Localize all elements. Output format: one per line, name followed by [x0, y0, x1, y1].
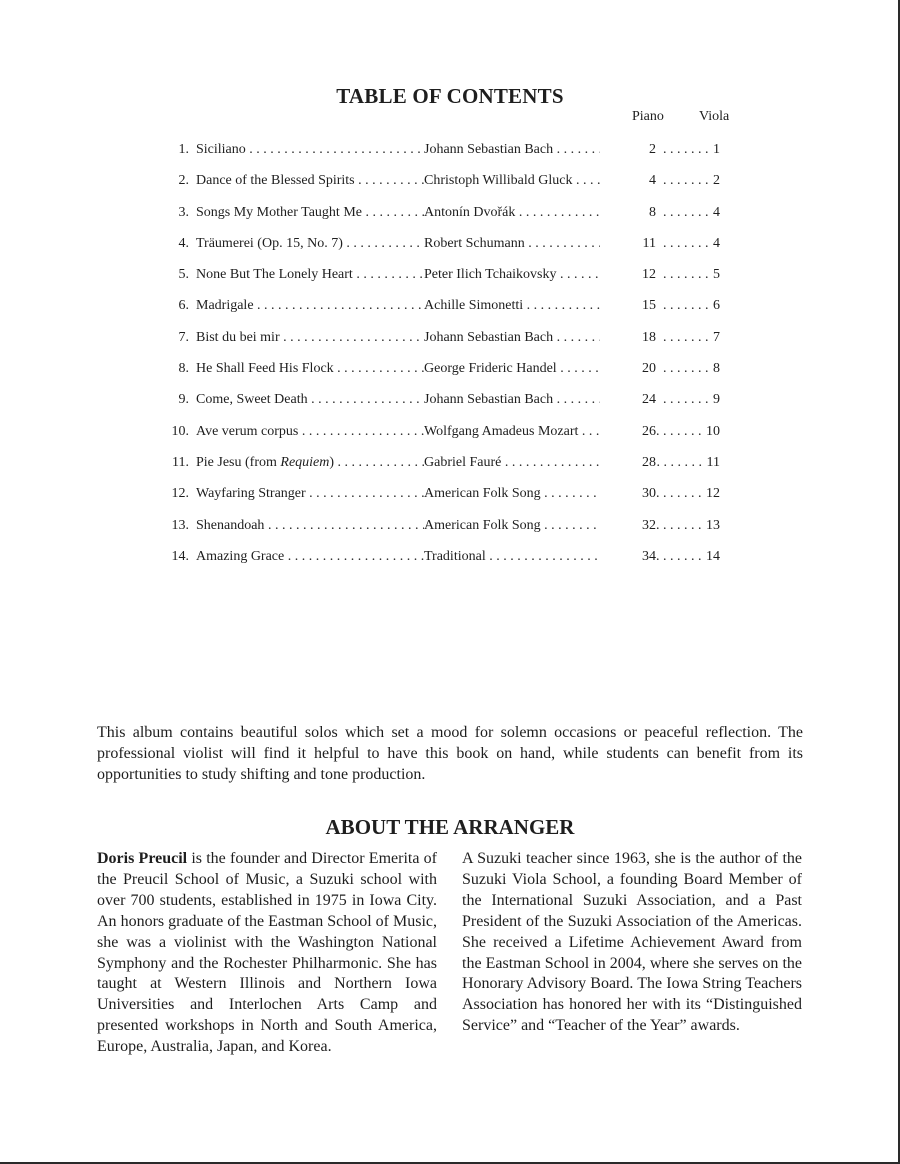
toc-entry-composer-text: American Folk Song: [424, 517, 541, 533]
viola-dot-leader: . . . . . . .: [656, 486, 705, 502]
toc-entry-title-text: Wayfaring Stranger: [196, 486, 306, 502]
toc-entry: [0, 514, 900, 545]
viola-dot-leader: . . . . . . .: [656, 517, 705, 533]
piano-page-number: 15: [642, 298, 656, 314]
toc-entry-viola-page: [656, 201, 720, 225]
toc-heading: TABLE OF CONTENTS: [336, 84, 564, 108]
bio-column-left: [97, 849, 437, 1058]
toc-entry: [0, 420, 900, 451]
toc-entry: [0, 169, 900, 200]
toc-entry-title: [196, 388, 424, 412]
toc-entry-composer-text: George Frideric Handel: [424, 361, 557, 377]
toc-entry-title-text: Amazing Grace: [196, 548, 285, 564]
toc-entry: [0, 138, 900, 169]
toc-entry-number: 7.: [178, 329, 189, 345]
toc-entry-title: [196, 420, 424, 444]
toc-entry-title-text: Pie Jesu (from: [196, 454, 281, 470]
toc-entry-number: 5.: [178, 267, 189, 283]
toc-entry-title: [196, 294, 424, 318]
toc-entry: [0, 263, 900, 294]
toc-entry-number: 9.: [178, 392, 189, 408]
piano-page-number: 26: [642, 423, 656, 439]
piano-page-number: 34: [642, 548, 656, 564]
toc-entry-composer-text: Traditional: [424, 548, 486, 564]
toc-entry-title: [196, 169, 424, 193]
toc-entry: [0, 451, 900, 482]
toc-entry-piano-page: [600, 545, 656, 569]
toc-entry-title: [196, 326, 424, 350]
toc-entry-title-text: Siciliano: [196, 142, 246, 157]
toc-entry-title-italic: Requiem: [280, 454, 330, 470]
toc-entry-viola-page: [656, 545, 720, 569]
viola-dot-leader: . . . . . . .: [663, 361, 712, 377]
toc-entry-viola-page: [656, 388, 720, 412]
toc-entry: [0, 482, 900, 513]
toc-entry-composer-text: Johann Sebastian Bach: [424, 392, 554, 408]
piano-page-number: 32: [642, 517, 656, 533]
toc-entry-piano-page: [600, 294, 656, 318]
toc-entry-piano-page: [600, 169, 656, 193]
toc-entry-title-text: Bist du bei mir: [196, 329, 280, 345]
arranger-name: Doris Preucil: [97, 850, 188, 867]
viola-page-number: 2: [713, 173, 720, 189]
toc-entry-viola-page: [656, 514, 720, 538]
toc-entry-viola-page: [656, 232, 720, 256]
toc-entry: [0, 232, 900, 263]
viola-page-number: 8: [713, 361, 720, 377]
viola-dot-leader: . . . . . . .: [663, 204, 712, 220]
viola-page-number: 11: [706, 454, 720, 470]
toc-entry-title-text: Dance of the Blessed Spirits: [196, 173, 355, 189]
toc-entry-piano-page: [600, 482, 656, 506]
toc-entry-viola-page: [656, 263, 720, 287]
toc-entry-composer-text: Antonín Dvořák: [424, 204, 516, 220]
toc-entry-number: 3.: [178, 204, 189, 220]
toc-entry-composer-text: Achille Simonetti: [424, 298, 524, 314]
toc-entry-number: 11.: [172, 454, 189, 470]
viola-page-number: 14: [706, 548, 720, 564]
toc-entry-viola-page: [656, 138, 720, 162]
toc-entry-composer-text: Gabriel Fauré: [424, 454, 502, 470]
toc-entry-viola-page: [656, 451, 720, 475]
about-heading: ABOUT THE ARRANGER: [325, 815, 575, 839]
toc-entry: [0, 388, 900, 419]
bio-column-right: A Suzuki teacher since 1963, she is the author of the Suzuki Viola School, a founding Board Member of the International Suzuki Association, and a Past President of the Suzuki Association of the Americas. She received a Lifetime Achievement Award from the Eastman School in 2004, where she serves on the Honorary Advisory Board. The Iowa String Teachers Association has honored her with its “Distinguished Service” and “Teacher of the Year” awards.: [462, 850, 802, 1035]
toc-entry-title-text: Träumerei (Op. 15, No. 7): [196, 235, 343, 251]
toc-entry: [0, 326, 900, 357]
toc-entry-piano-page: [600, 263, 656, 287]
viola-page-number: 7: [713, 329, 720, 345]
piano-page-number: 2: [649, 142, 656, 157]
viola-dot-leader: . . . . . . .: [656, 454, 706, 470]
toc-entry-composer-text: American Folk Song: [424, 486, 541, 502]
toc-entry-title-text: Come, Sweet Death: [196, 392, 308, 408]
viola-dot-leader: . . . . . . .: [663, 142, 712, 157]
toc-entry-title: [196, 232, 424, 256]
toc-entry-title-text: He Shall Feed His Flock: [196, 361, 334, 377]
toc-entry: [0, 294, 900, 325]
toc-entry-title: [196, 138, 424, 162]
toc-entry-viola-page: [656, 326, 720, 350]
viola-page-number: 12: [706, 486, 720, 502]
toc-entry-number: 13.: [171, 517, 189, 533]
toc-entry-viola-page: [656, 357, 720, 381]
toc-entry-title: [196, 482, 424, 506]
toc-entry-viola-page: [656, 294, 720, 318]
viola-page-number: 13: [706, 517, 720, 533]
toc-entry-piano-page: [600, 201, 656, 225]
toc-entry: [0, 201, 900, 232]
toc-entry-number: 14.: [171, 548, 189, 564]
piano-page-number: 18: [642, 329, 656, 345]
toc-entry-piano-page: [600, 326, 656, 350]
toc-entry: [0, 545, 900, 576]
viola-dot-leader: . . . . . . .: [663, 267, 712, 283]
toc-entry-title: [196, 514, 424, 538]
piano-column-header: Piano: [632, 109, 664, 124]
toc-entry-number: 2.: [178, 173, 189, 189]
piano-page-number: 30: [642, 486, 656, 502]
viola-page-number: 5: [713, 267, 720, 283]
toc-entry-piano-page: [600, 388, 656, 412]
toc-entry-number: 6.: [178, 298, 189, 314]
toc-entry-composer-text: Johann Sebastian Bach: [424, 142, 554, 157]
piano-page-number: 28: [642, 454, 656, 470]
viola-dot-leader: . . . . . . .: [663, 235, 712, 251]
piano-page-number: 20: [642, 361, 656, 377]
toc-entry: [0, 357, 900, 388]
viola-dot-leader: . . . . . . .: [656, 548, 705, 564]
viola-dot-leader: . . . . . . .: [656, 423, 705, 439]
viola-dot-leader: . . . . . . .: [663, 329, 712, 345]
toc-entry-title-text: Ave verum corpus: [196, 423, 299, 439]
piano-page-number: 4: [649, 173, 656, 189]
bio-text-left: is the founder and Director Emerita of the Preucil School of Music, a Suzuki school with over 700 students, established in 1975 in Iowa City. An honors graduate of the Eastman School of Music, she was a violinist with the Washington National Symphony and the Rochester Philharmonic. She has taught at Western Illinois and Northern Iowa Universities and Interlochen Arts Camp and presented workshops in North and South America, Europe, Australia, Japan, and Korea.: [97, 850, 437, 1056]
viola-dot-leader: . . . . . . .: [663, 392, 712, 408]
toc-entry-title: [196, 201, 424, 225]
toc-entry-composer-text: Christoph Willibald Gluck: [424, 173, 573, 189]
toc-entry-title-text: Shenandoah: [196, 517, 265, 533]
viola-page-number: 9: [713, 392, 720, 408]
toc-entry-viola-page: [656, 169, 720, 193]
toc-entry-composer-text: Robert Schumann: [424, 235, 525, 251]
toc-entry-viola-page: [656, 482, 720, 506]
toc-entry-title: [196, 545, 424, 569]
toc-entry-title-suffix: ): [329, 454, 335, 470]
toc-entry-piano-page: [600, 514, 656, 538]
toc-entry-title-text: Songs My Mother Taught Me: [196, 204, 362, 220]
toc-entry-number: 8.: [178, 361, 189, 377]
viola-page-number: 1: [713, 142, 720, 157]
toc-entry-number: 12.: [171, 486, 189, 502]
viola-page-number: 4: [713, 204, 720, 220]
toc-entry-title: [196, 263, 424, 287]
toc-entry-composer-text: Wolfgang Amadeus Mozart: [424, 423, 579, 439]
viola-page-number: 4: [713, 235, 720, 251]
toc-entry-piano-page: [600, 451, 656, 475]
toc-entry-piano-page: [600, 357, 656, 381]
toc-entry-number: 4.: [178, 235, 189, 251]
viola-dot-leader: . . . . . . .: [663, 173, 712, 189]
toc-entry-title-text: Madrigale: [196, 298, 254, 314]
toc-entry-number: 10.: [171, 423, 189, 439]
toc-entry-piano-page: [600, 420, 656, 444]
toc-entry-composer-text: Peter Ilich Tchaikovsky: [424, 267, 557, 283]
toc-entry-viola-page: [656, 420, 720, 444]
piano-page-number: 24: [642, 392, 656, 408]
toc-entry-title-text: None But The Lonely Heart: [196, 267, 353, 283]
viola-column-header: Viola: [699, 109, 730, 124]
viola-page-number: 6: [713, 298, 720, 314]
toc-entry-number: 1.: [178, 142, 189, 157]
toc-entry-title: [196, 451, 424, 475]
toc-entry-composer-text: Johann Sebastian Bach: [424, 329, 554, 345]
piano-page-number: 12: [642, 267, 656, 283]
toc-entry-piano-page: [600, 232, 656, 256]
intro-paragraph: This album contains beautiful solos which set a mood for solemn occasions or peaceful reflection. The professional violist will find it helpful to have this book on hand, while students can benefit from its opportunities to study shifting and tone production.: [97, 724, 803, 783]
viola-dot-leader: . . . . . . .: [663, 298, 712, 314]
viola-page-number: 10: [706, 423, 720, 439]
toc-list: [0, 138, 900, 576]
toc-entry-title: [196, 357, 424, 381]
piano-page-number: 11: [642, 235, 656, 251]
toc-entry-piano-page: [600, 138, 656, 162]
piano-page-number: 8: [649, 204, 656, 220]
